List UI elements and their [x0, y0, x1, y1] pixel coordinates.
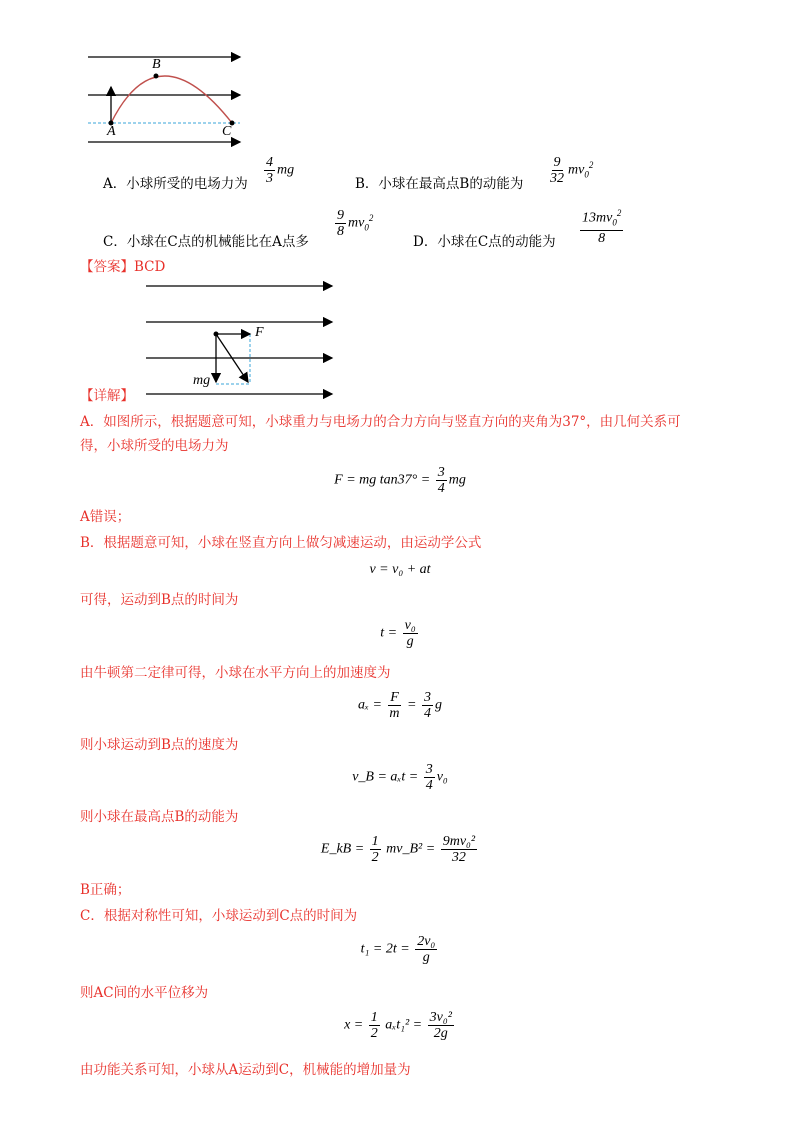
label-mg: mg: [193, 373, 211, 388]
trajectory-curve: [111, 76, 232, 123]
option-d-text: D．小球在C点的动能为: [413, 234, 556, 250]
equation-x: x = $\frac{1}{2}$ aₓt₁² = $\frac{\text{3v₀²}}{2g}$: [344, 1010, 452, 1041]
solution-b-line1: B．根据题意可知，小球在竖直方向上做匀减速运动，由运动学公式: [80, 535, 482, 551]
label-a: A: [107, 124, 116, 139]
solution-a-line2: 得，小球所受的电场力为: [80, 438, 229, 454]
option-c-text: C．小球在C点的机械能比在A点多: [103, 234, 309, 250]
option-a: [103, 172, 248, 192]
solution-b-line2: 可得，运动到B点的时间为: [80, 592, 239, 608]
solution-b-line3: 由牛顿第二定律可得，小球在水平方向上的加速度为: [80, 665, 391, 681]
point-b: [154, 74, 159, 79]
option-b-text: B．小球在最高点B的动能为: [355, 176, 524, 192]
label-b: B: [152, 57, 161, 72]
option-d: [413, 230, 556, 250]
equation-ax: aₓ = $\frac{F}{m}$ = $\frac{3}{4}$ g: [357, 690, 442, 721]
option-a-value: $\frac{4}{3}$ mg: [266, 155, 295, 186]
ball: [214, 332, 219, 337]
solution-b-line4: 则小球运动到B点的速度为: [80, 737, 239, 753]
equation-t1: t₁ = 2t = $\frac{\text{2v₀}}{g}$: [360, 934, 436, 965]
force-figure: [140, 276, 340, 401]
option-c-value: $\frac{9}{8}$ $mv_0^2$: [337, 208, 374, 239]
equation-t: t = $\frac{\text{v₀}}{g}$: [380, 618, 416, 649]
solution-c-line2: 则AC间的水平位移为: [80, 985, 209, 1001]
equation-vb: v_B = aₓt = $\frac{3}{4}$ v₀: [352, 762, 448, 793]
option-b-value: $\frac{9}{32}$ $mv_0^2$: [550, 155, 594, 186]
detail-label: 【详解】: [80, 388, 134, 404]
solution-a-wrong: A错误；: [80, 509, 131, 525]
label-f: F: [255, 325, 264, 340]
solution-c-line3: 由功能关系可知，小球从A运动到C，机械能的增加量为: [80, 1062, 411, 1078]
label-c: C: [222, 124, 232, 139]
solution-c-line1: C．根据对称性可知，小球运动到C点的时间为: [80, 908, 358, 924]
equation-ek: E_kB = $\frac{1}{2}$ mv_B² = $\frac{\text{9mv₀²}}{32}$: [320, 834, 476, 865]
equation-f: F = mg tan37° = $\frac{3}{4}$ mg: [334, 465, 466, 496]
option-b: [355, 172, 523, 192]
option-a-text: A．小球所受的电场力为: [103, 176, 248, 192]
solution-b-right: B正确；: [80, 882, 131, 898]
option-c: [103, 230, 309, 250]
option-d-value: $\frac{13mv_0^2}{8}$: [582, 208, 622, 247]
solution-a-line1: A．如图所示，根据题意可知，小球重力与电场力的合力方向与竖直方向的夹角为37°，由几何关系可: [80, 414, 681, 430]
answer-label: 【答案】BCD: [80, 259, 166, 275]
equation-v: v = v₀ + at: [369, 562, 431, 577]
solution-b-line5: 则小球在最高点B的动能为: [80, 809, 239, 825]
